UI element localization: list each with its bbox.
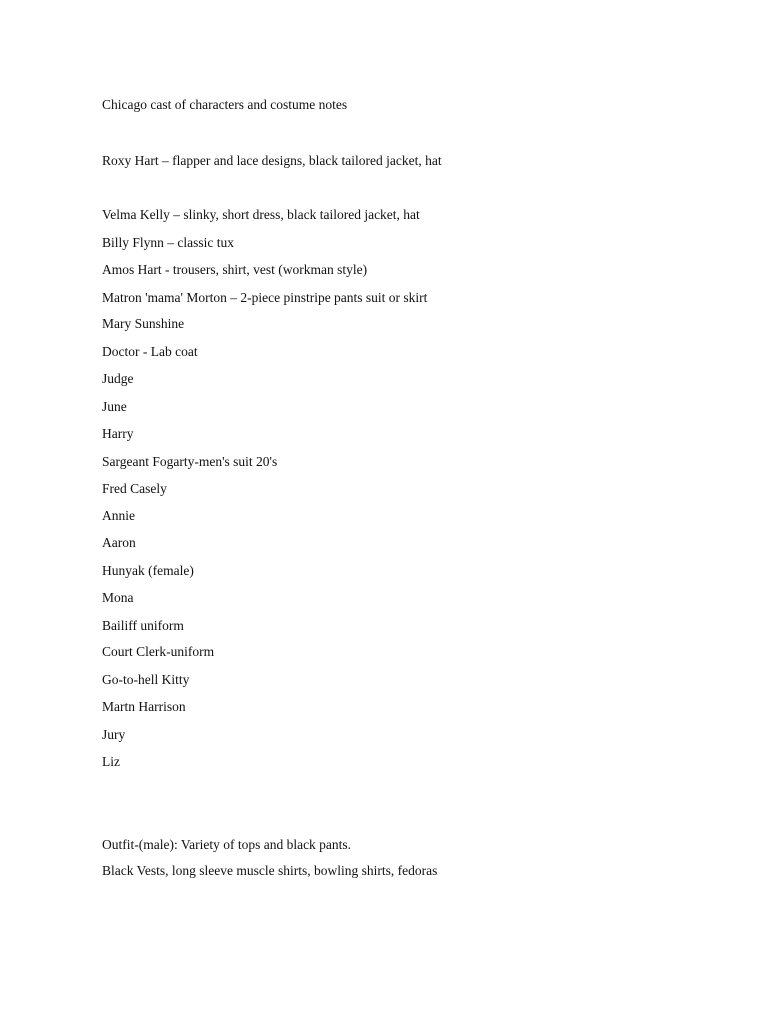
character-line: Annie [102, 508, 135, 523]
character-line: Matron 'mama' Morton – 2-piece pinstripe pants suit or skirt [102, 290, 428, 305]
character-line: Amos Hart - trousers, shirt, vest (workman style) [102, 262, 368, 277]
lead-character-note: Roxy Hart – flapper and lace designs, black tailored jacket, hat [102, 153, 442, 168]
character-line: Aaron [102, 535, 136, 550]
character-line: June [102, 399, 127, 414]
character-line: Mary Sunshine [102, 316, 185, 331]
character-line: Liz [102, 754, 120, 769]
character-line: Billy Flynn – classic tux [102, 235, 235, 250]
character-line: Mona [102, 590, 134, 605]
character-line: Bailiff uniform [102, 618, 184, 633]
character-line: Harry [102, 426, 134, 441]
character-line: Jury [102, 727, 126, 742]
character-line: Court Clerk-uniform [102, 644, 215, 659]
character-line: Doctor - Lab coat [102, 344, 198, 359]
document-title: Chicago cast of characters and costume notes [102, 97, 348, 112]
character-line: Go-to-hell Kitty [102, 672, 190, 687]
character-line: Martn Harrison [102, 699, 186, 714]
character-line: Velma Kelly – slinky, short dress, black tailored jacket, hat [102, 207, 420, 222]
character-line: Judge [102, 371, 134, 386]
outfit-note: Outfit-(male): Variety of tops and black pants. [102, 837, 352, 852]
character-line: Fred Casely [102, 481, 167, 496]
outfit-note: Black Vests, long sleeve muscle shirts, bowling shirts, fedoras [102, 863, 438, 878]
character-line: Sargeant Fogarty-men's suit 20's [102, 454, 278, 469]
character-line: Hunyak (female) [102, 563, 194, 578]
